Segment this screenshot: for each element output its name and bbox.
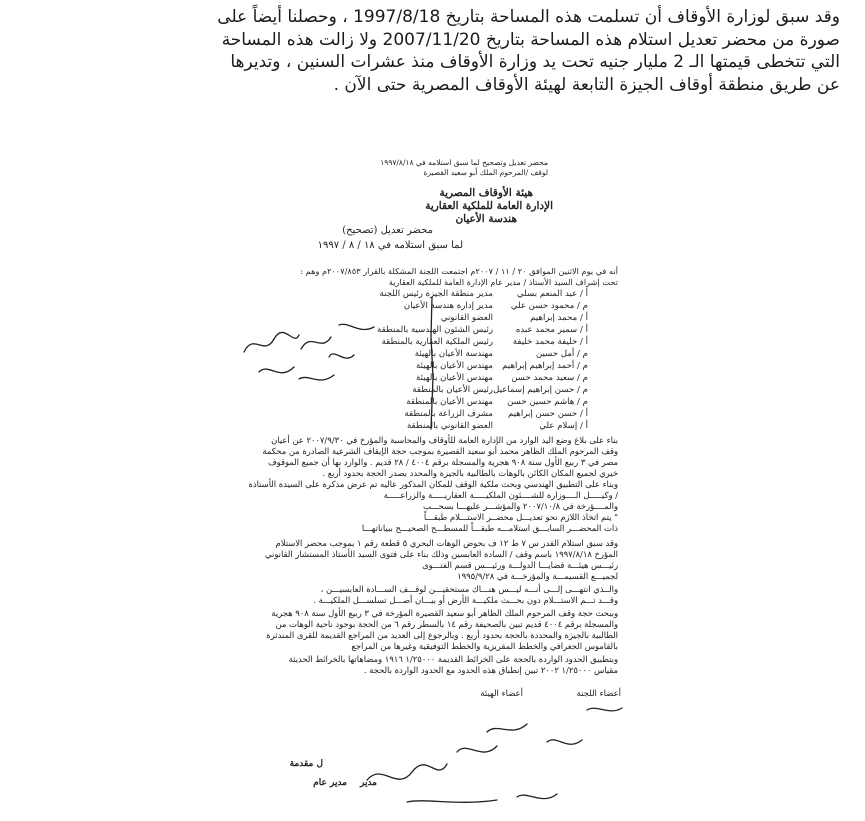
body-line: وبتطبيق الحدود الواردة بالحجة على الخرائط القديمة ١/٢٥٠٠٠ ١٩١٦ ومضاهاتها بالخرائط الحديثة bbox=[288, 654, 618, 664]
committee-role: مهندس الأعيان بالهيئة bbox=[416, 361, 493, 371]
committee-role: مهندس الأعيان بالهيئة bbox=[416, 373, 493, 383]
body-line: وقـــد تـــم الاستـــلام دون بحـــث ملكيـــة الأرض أو بيـــان أصـــل تسلســـل الملكيـــة . bbox=[313, 595, 618, 605]
committee-name: أ / إسلام علي bbox=[539, 421, 588, 431]
committee-role: رئيس الأعيان بالمنطقة bbox=[412, 385, 493, 395]
top-note-line-2: لوقف /المرحوم الملك أبو سعيد القصيرة bbox=[423, 168, 548, 177]
footer-signatures bbox=[347, 702, 637, 817]
body-line: المؤرخ ١٩٩٧/٨/١٨ باسم وقف / السادة العابسين وذلك بناء على فتوى السيد الأستاذ المستشار القانوني bbox=[265, 549, 618, 559]
committee-role: مدير إدارة هندسة الأعيان bbox=[403, 301, 493, 311]
body-line: ذات المحضـــر السابـــق استلامـــه طبقـــاً للمسطـــح الصحيـــح ببياناتهـــا bbox=[361, 523, 618, 533]
body-line: وبناء على التطبيق الهندسي وبحث ملكية الوقف للمكان المذكور عاليه تم عرض مذكرة على السيدة الأستاذة bbox=[248, 479, 618, 489]
article-line: عن طريق منطقة أوقاف الجيزة التابعة لهيئة الأوقاف المصرية حتى الآن . bbox=[333, 74, 840, 95]
document-title: محضر تعديل (تصحيح) bbox=[342, 225, 433, 236]
scanned-document bbox=[237, 147, 643, 821]
signature-stroke bbox=[427, 297, 437, 432]
body-line: وقد سبق استلام القدر س ٧ ط ١٢ ف بحوض الوهات البحري ٥ قطعة رقم ١ بموجب محضر الاستلام bbox=[275, 538, 618, 548]
body-line: وببحث حجة وقف المرحوم الملك الظاهر أبو سعيد القصيرة المؤرخة في ٣ ربيع الأول سنة ٩٠٨ هجرية bbox=[271, 608, 618, 618]
intro-line-1: أنه في يوم الاثنين الموافق ٢٠ / ١١ / ٢٠٠٧م اجتمعت اللجنة المشكلة بالقرار ٢٠٠٧/٨٥٣م وهم : bbox=[300, 266, 618, 276]
committee-name: م / أحمد إبراهيم إبراهيم bbox=[502, 361, 588, 371]
intro-line-2: تحت إشراف السيد الأستاذ / مدير عام الإدارة العامة للملكية العقارية bbox=[388, 277, 618, 287]
article-line: وقد سبق لوزارة الأوقاف أن تسلمت هذه المساحة بتاريخ 1997/8/18 ، وحصلنا أيضاً على bbox=[217, 7, 840, 27]
article-line: التي تتخطى قيمتها الـ 2 مليار جنيه تحت يد وزارة الأوقاف منذ عشرات السنين ، وتديرها bbox=[230, 52, 840, 72]
footer-committee: أعضاء اللجنة bbox=[576, 689, 621, 699]
org-name: هيئة الأوقاف المصرية bbox=[439, 187, 533, 199]
committee-role: العضو القانوني بالمنطقة bbox=[406, 421, 493, 431]
body-line: " يتم اتخاذ اللازم نحو تعديـــل محضــر الاستـــلام طبقـــاً bbox=[423, 512, 618, 522]
committee-signatures bbox=[239, 317, 389, 397]
committee-name: م / هاشم حسين حسن bbox=[507, 397, 588, 407]
committee-name: م / سعيد محمد حسن bbox=[511, 373, 588, 383]
committee-role: مهندس الأعيان بالمنطقة bbox=[406, 397, 493, 407]
org-section: هندسة الأعيان bbox=[455, 213, 517, 225]
footer-presenter: ل مقدمة bbox=[289, 759, 323, 769]
top-note-line-1: محضر تعديل وتصحيح لما سبق استلامه في ١٩٩٧/٨/١٨ bbox=[380, 158, 548, 167]
body-line: خيري لجميع المكان الكائن بالوهات بالطالبية بالجيزة والمحدد بصدر الحجة بحدود أربع . bbox=[322, 468, 618, 478]
committee-role: مشرف الزراعة بالمنطقة bbox=[404, 409, 493, 419]
body-line: والــذي انتهـــى إلـــى أنـــه ليـــس هنـــاك مستحقيـــن لوقـــف الســـادة العابسيـــن ، bbox=[320, 584, 618, 594]
body-line: والمــــؤرخة في ٢٠٠٧/١٠/٨ والمؤشـــر عليهـــا بسحـــب bbox=[422, 501, 618, 511]
committee-name: أ / حسن حسن إبراهيم bbox=[507, 409, 588, 419]
body-line: بناء على بلاغ وضع اليد الوارد من الإدارة العامة للأوقاف والمحاسبة والمؤرخ في ٢٠٠٧/٩/٣٠ عن أعيان bbox=[271, 435, 618, 445]
committee-name: م / محمود حسن علي bbox=[510, 301, 588, 311]
document-subtitle: لما سبق استلامه في ١٨ / ٨ / ١٩٩٧ bbox=[317, 240, 463, 251]
footer-general-manager: مدير عام bbox=[313, 778, 347, 788]
committee-name: م / حسن إبراهيم إسماعيل bbox=[493, 385, 588, 395]
committee-role: مدير منطقة الجيزة رئيس اللجنة bbox=[379, 289, 493, 299]
committee-role: مهندسة الأعيان بالهيئة bbox=[414, 349, 493, 359]
committee-role: رئيس الشئون الهندسية بالمنطقة bbox=[377, 325, 493, 335]
article-text bbox=[120, 6, 840, 96]
committee-role: رئيس الملكية العقارية بالمنطقة bbox=[381, 337, 493, 347]
footer-members: أعضاء الهيئة bbox=[480, 689, 523, 699]
org-department: الإدارة العامة للملكية العقارية bbox=[425, 200, 553, 212]
committee-role: العضو القانوني bbox=[440, 313, 493, 323]
committee-name: أ / خليفة محمد خليفة bbox=[512, 337, 588, 347]
body-line: الطالبية بالجيزة والمحددة بالحجة بحدود أربع . وبالرجوع إلى العديد من المراجع القديمة للقرى المندثرة bbox=[266, 630, 618, 640]
body-line: لجميـــع القسيمـــة والمؤرخـــة في ١٩٩٥/٩/٢٨ bbox=[457, 571, 618, 581]
committee-name: أ / سمير محمد عبده bbox=[515, 325, 588, 335]
article-line: صورة من محضر تعديل استلام هذه المساحة بتاريخ 2007/11/20 ولا زالت هذه المساحة bbox=[221, 29, 840, 50]
body-line: والمسجلة برقم ٤٠٠٤ قديم تبين بالصحيفة رقم ١٤ بالسطر رقم ٦ من الحجة بوجود ناحية الوهات من bbox=[275, 619, 618, 629]
committee-name: م / أمل حسين bbox=[535, 349, 588, 359]
body-line: / وكيـــــل الــــوزارة للشــــئون الملكيـــــة العقاريـــــة والزراعـــــة bbox=[383, 490, 618, 500]
body-line: بالقاموس الجغرافي والخطط المقريزية والخطط التوفيقية وغيرها من المراجع bbox=[351, 641, 618, 651]
body-line: رئيـــس هيئـــة قضايـــا الدولـــة ورئيـــس قسم الفتـــوى bbox=[422, 560, 618, 570]
body-line: وقف المرحوم الملك الظاهر محمد أبو سعيد القصيرة بموجب حجة الإيقاف الشرعية الصادرة من محكمة bbox=[262, 446, 618, 456]
committee-name: أ / محمد إبراهيم bbox=[530, 313, 588, 323]
body-line: مقياس ١/٢٥٠٠٠ ٢٠٠٢ تبين إنطباق هذه الحدود مع الحدود الواردة بالحجة . bbox=[363, 665, 618, 675]
body-line: مصر في ٣ ربيع الأول سنة ٩٠٨ هجرية والمسجلة برقم ٤٠٠٤ / ٢٨ قديم . والوارد بها أن جميع الموقوف bbox=[267, 457, 618, 467]
committee-name: أ / عبد المنعم بسلي bbox=[517, 289, 588, 299]
footer-manager: مدير bbox=[359, 778, 377, 788]
